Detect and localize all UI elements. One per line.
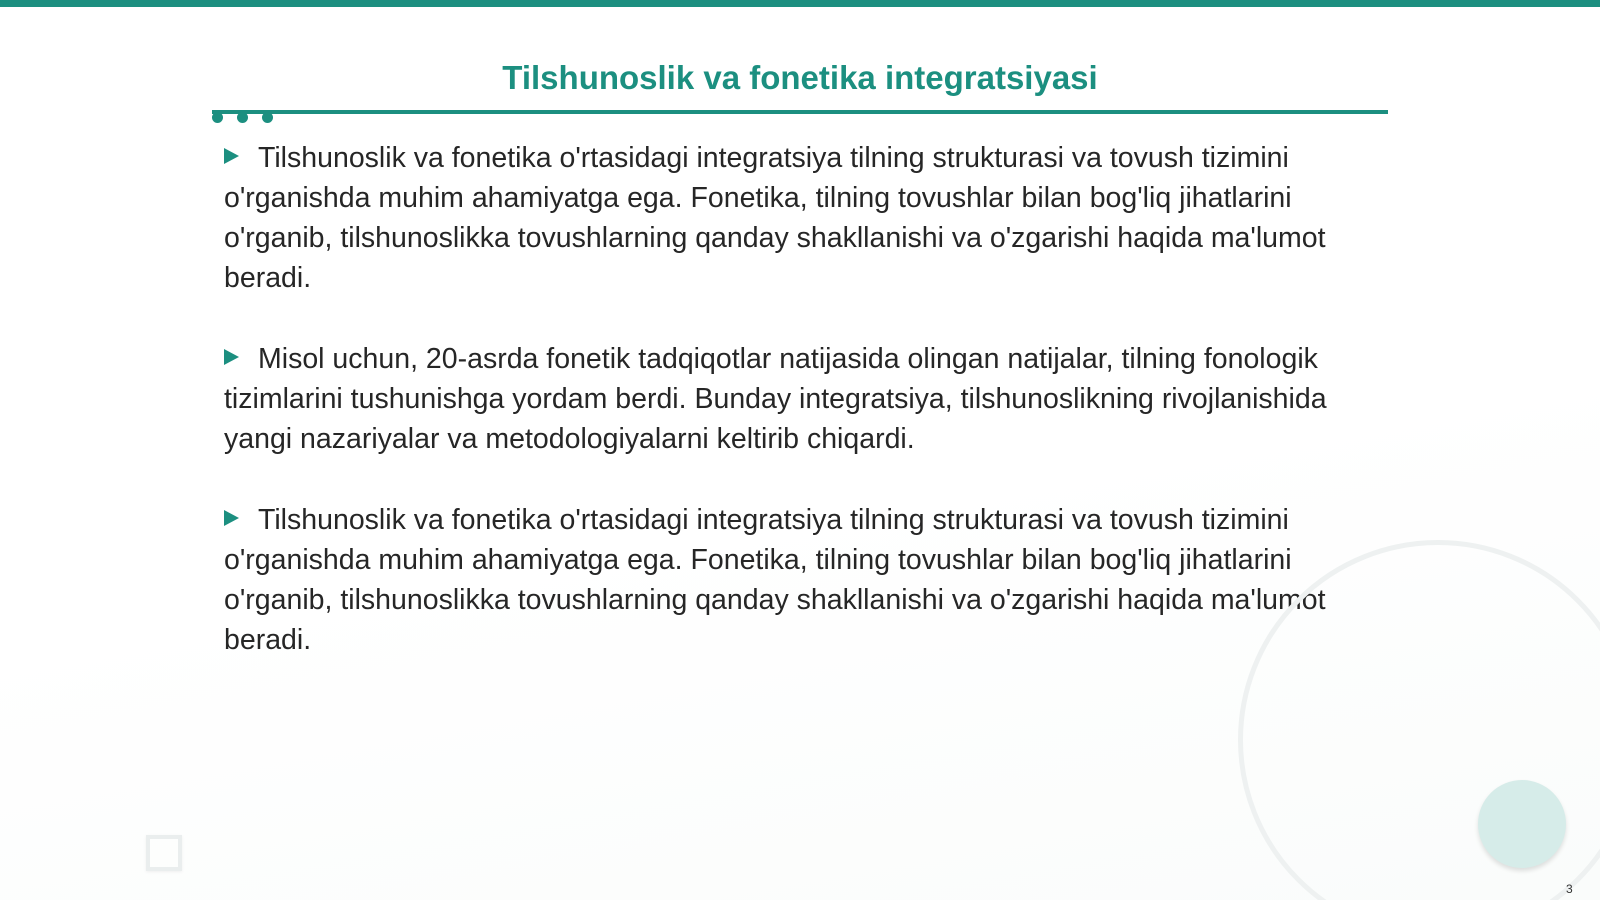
top-accent-bar	[0, 0, 1600, 7]
bullet-item	[224, 138, 1384, 298]
triangle-right-icon	[224, 349, 239, 365]
decorative-circle	[1478, 780, 1566, 868]
bullet-text: Misol uchun, 20-asrda fonetik tadqiqotlar natijasida olingan natijalar, tilning fonologik tizimlarini tushunishga yordam berdi. Bunday integratsiya, tilshunoslikning rivojlanishida yangi nazariyalar va metodologiyalarni keltirib chiqardi.	[224, 343, 1327, 455]
bullet-item	[224, 339, 1384, 459]
bullet-text: Tilshunoslik va fonetika o'rtasidagi integratsiya tilning strukturasi va tovush tizimini o'rganishda muhim ahamiyatga ega. Fonetika, tilning tovushlar bilan bog'liq jihatlarini o'rganib, tilshunoslikka tovushlarning qanday shakllanishi va o'zgarishi haqida ma'lumot beradi.	[224, 504, 1326, 656]
triangle-right-icon	[224, 510, 239, 526]
bullet-text: Tilshunoslik va fonetika o'rtasidagi integratsiya tilning strukturasi va tovush tizimini o'rganishda muhim ahamiyatga ega. Fonetika, tilning tovushlar bilan bog'liq jihatlarini o'rganib, tilshunoslikka tovushlarning qanday shakllanishi va o'zgarishi haqida ma'lumot beradi.	[224, 142, 1326, 294]
dot-icon	[262, 112, 273, 123]
bullet-item	[224, 500, 1384, 660]
slide-title: Tilshunoslik va fonetika integratsiyasi	[502, 59, 1098, 96]
page-number: 3	[1566, 882, 1573, 896]
decorative-dots	[212, 112, 276, 126]
title-underline	[212, 110, 1388, 114]
triangle-right-icon	[224, 148, 239, 164]
decorative-square	[146, 835, 182, 871]
dot-icon	[212, 112, 223, 123]
bullet-list	[224, 138, 1384, 701]
dot-icon	[237, 112, 248, 123]
